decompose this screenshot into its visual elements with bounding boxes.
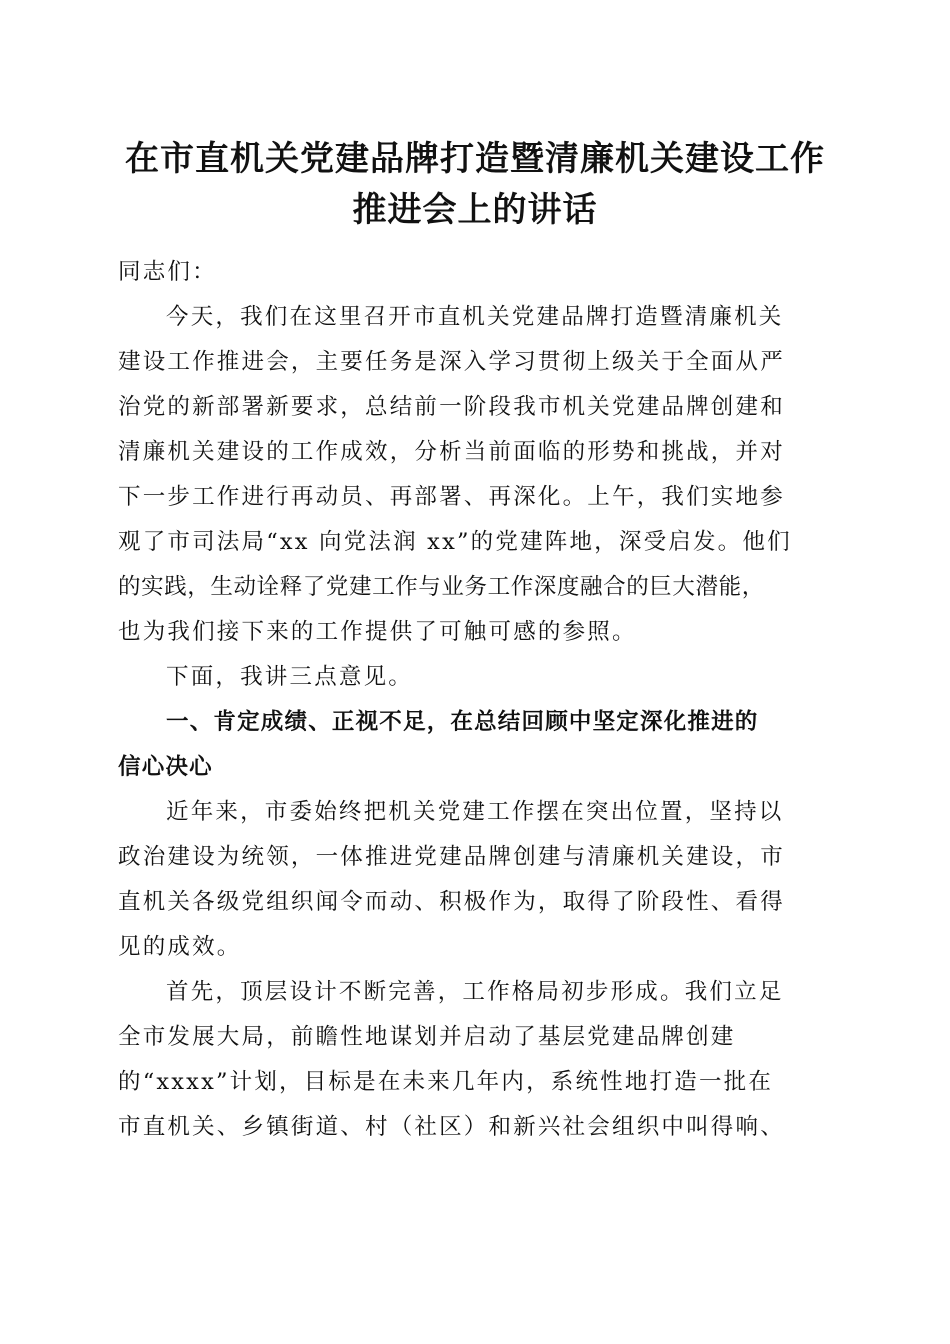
body-line: 见的成效。	[118, 934, 242, 960]
body-line: 治党的新部署新要求，总结前一阶段我市机关党建品牌创建和	[118, 394, 785, 420]
body-line: 直机关各级党组织闻令而动、积极作为，取得了阶段性、看得	[118, 889, 785, 915]
document-body	[118, 250, 830, 1150]
body-line: 政治建设为统领，一体推进党建品牌创建与清廉机关建设，市	[118, 844, 785, 870]
document-title	[100, 134, 850, 236]
body-line: 市直机关、乡镇街道、村（社区）和新兴社会组织中叫得响、	[118, 1114, 785, 1140]
body-line: 今天，我们在这里召开市直机关党建品牌打造暨清廉机关	[166, 304, 784, 330]
body-line: 全市发展大局，前瞻性地谋划并启动了基层党建品牌创建	[118, 1024, 736, 1050]
title-line-2: 推进会上的讲话	[352, 190, 598, 230]
body-line: 建设工作推进会，主要任务是深入学习贯彻上级关于全面从严	[118, 349, 785, 375]
body-line: 下面，我讲三点意见。	[166, 664, 414, 690]
body-line: 的实践，生动诠释了党建工作与业务工作深度融合的巨大潜能，	[118, 574, 765, 600]
body-line: 也为我们接下来的工作提供了可触可感的参照。	[118, 619, 637, 645]
body-line: 的“xxxx”计划，目标是在未来几年内，系统性地打造一批在	[118, 1069, 774, 1095]
section-heading-line: 信心决心	[118, 754, 213, 780]
salutation: 同志们：	[118, 259, 217, 285]
body-line: 观了市司法局“xx 向党法润 xx”的党建阵地，深受启发。他们	[118, 529, 792, 555]
body-line: 近年来，市委始终把机关党建工作摆在突出位置，坚持以	[166, 799, 784, 825]
body-line: 清廉机关建设的工作成效，分析当前面临的形势和挑战，并对	[118, 439, 785, 465]
body-line: 首先，顶层设计不断完善，工作格局初步形成。我们立足	[166, 979, 784, 1005]
section-heading-line: 一、肯定成绩、正视不足，在总结回顾中坚定深化推进的	[166, 709, 759, 735]
body-line: 下一步工作进行再动员、再部署、再深化。上午，我们实地参	[118, 484, 785, 510]
title-line-1: 在市直机关党建品牌打造暨清廉机关建设工作	[125, 139, 825, 179]
